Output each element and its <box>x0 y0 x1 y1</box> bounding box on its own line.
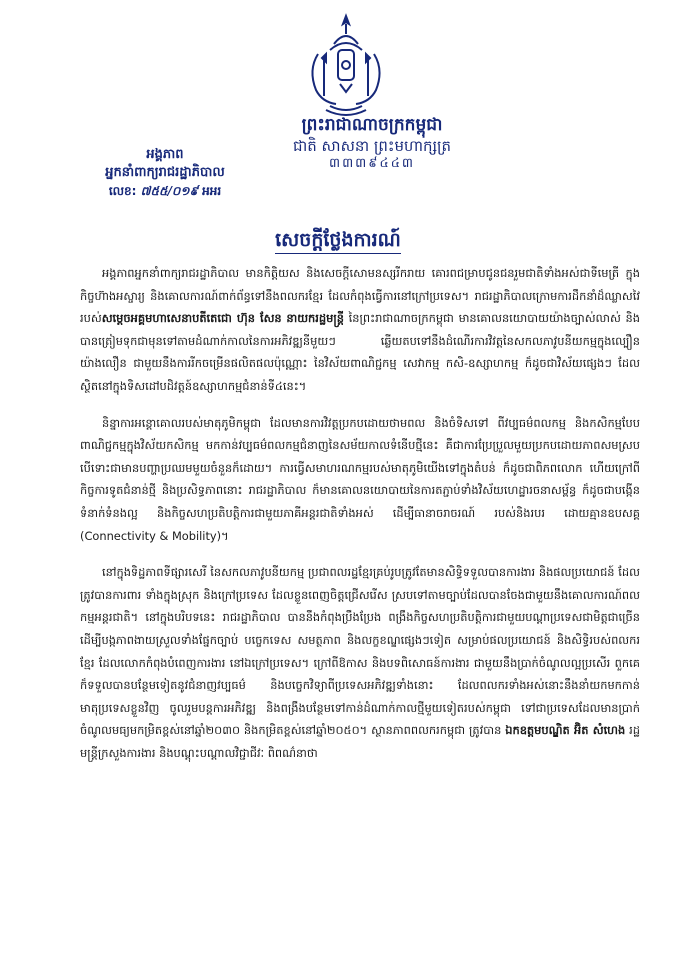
royal-arms-emblem-icon <box>300 10 392 118</box>
paragraph-1: អង្គភាពអ្នកនាំពាក្យរាជរដ្ឋាភិបាល មានកិត្តិយស និងសេចក្ដីសោមនស្សរីករាយ គោរពជម្រាបជូនជនរួមជាតិទាំងអស់ជាទីមេត្រី ក្នុងកិច្ចហ៊ាងអស្ចារ្យ និងគោលការណ៍ពាក់ព័ន្ធទៅនឹងពលករខ្មែរ ដែលកំពុងធ្វើការនៅក្រៅប្រទេស។ រាជរដ្ឋាភិបាលក្រោមការដឹកនាំដ៏ឈ្លាសវៃរបស់សម្ដេចអគ្គមហាសេនាបតីតេជោ ហ៊ុន សែន នាយករដ្ឋមន្ត្រី នៃព្រះរាជាណាចក្រកម្ពុជា មានគោលនយោបាយយ៉ាងច្បាស់លាស់ និងបានត្រៀមទុកជាមុនទៅតាមដំណាក់កាលនៃការអភិវឌ្ឍនីមួយៗ ឆ្លើយតបទៅនឹងដំណើរការវិវត្តនៃសកលភាវូបនីយកម្មក្នុងល្បឿនយ៉ាងលឿន ជាមួយនឹងការរីកចម្រើនផលិតផលប៉ុណ្ណោះ នៃវិស័យពាណិជ្ជកម្ម សេវាកម្ម កសិ-ឧស្សាហកម្ម ក៏ដូចជាវិស័យផ្សេងៗ ដែលស្ថិតនៅក្នុងទិសដៅបដិវត្តន៍ឧស្សាហកម្មជំនាន់ទី៤នេះ។ <box>80 266 640 393</box>
office-name: អ្នកនាំពាក្យរាជរដ្ឋាភិបាល <box>105 165 225 180</box>
pm-name: សម្ដេចអគ្គមហាសេនាបតីតេជោ ហ៊ុន សែន <box>101 311 282 326</box>
paragraph-3: នៅក្នុងទិដ្ឋភាពទីផ្សារសេរី នៃសកលភាវូបនីយកម្ម ប្រជាពលរដ្ឋខ្មែរគ្រប់រូបត្រូវតែមានសិទ្ធិទទួលបានការងារ និងផលប្រយោជន៍ ដែលត្រូវបានការពារ ទាំងក្នុងស្រុក និងក្រៅប្រទេស ដែលខ្លួនពេញចិត្តជ្រើសរើស ស្របទៅតាមច្បាប់ដែលបានចែងជាមួយនឹងគោលការណ៍ពលកម្មអន្តរជាតិ។ នៅក្នុងបរិបទនេះ រាជរដ្ឋាភិបាល បាននឹងកំពុងប្រឹងប្រែង ពង្រឹងកិច្ចសហប្រតិបត្តិការជាមួយបណ្ដាប្រទេសជាមិត្តជាច្រើន ដើម្បីបង្កភាពងាយស្រួលទាំងផ្នែកច្បាប់ បច្ចេកទេស សមត្ថភាព និងលក្ខខណ្ឌផ្សេងៗទៀត សម្រាប់ផលប្រយោជន៍ និងសិទ្ធិរបស់ពលករខ្មែរ ដែលលោកកំពុងបំពេញការងារ នៅឯក្រៅប្រទេស។ ក្រៅពីឱកាស និងបទពិសោធន៍ការងារ ជាមួយនឹងប្រាក់ចំណូលល្អប្រសើរ ពួកគេក៏ទទួលបានបន្ថែមទៀតនូវជំនាញវប្បធម៌ និងបច្ចេកវិទ្យាពីប្រទេសអភិវឌ្ឍទាំងនោះ ដែលពលករទាំងអស់នោះនឹងនាំយកមកកាន់មាតុប្រទេសខ្លួនវិញ ចូលរួមបន្តការអភិវឌ្ឍ និងពង្រឹងបន្ថែមទៅកាន់ដំណាក់កាលថ្មីមួយទៀតរបស់កម្ពុជា ទៅជាប្រទេសដែលមានប្រាក់ចំណូលមធ្យមកម្រិតខ្ពស់នៅឆ្នាំ២០៣០ និងកម្រិតខ្ពស់នៅឆ្នាំ២០៥០។ ស្ថានភាពពលករកម្ពុជា ត្រូវបាន ឯកឧត្តមបណ្ឌិត អ៊ិត សំហេង រដ្ឋមន្ត្រីក្រសួងការងារ និងបណ្ដុះបណ្ដាលវិជ្ជាជីវៈ ពិពណ៌នាថា <box>80 565 641 760</box>
minister-name: ឯកឧត្តមបណ្ឌិត អ៊ិត សំហេង <box>505 723 626 738</box>
national-motto: ជាតិ សាសនា ព្រះមហាក្សត្រ <box>292 137 452 155</box>
office-unit: អង្គភាព <box>146 147 184 162</box>
pm-title: នាយករដ្ឋមន្ត្រី <box>286 311 344 326</box>
paragraph-2: និន្នាការអន្តោគោលរបស់មាតុភូមិកម្ពុជា ដែលមានការវិវត្តប្រកបដោយថាមពល និងចំទិសទៅ ពីវប្បធម៌ពលកម្ម និងកសិកម្មបែបពាណិជ្ជកម្មក្នុងវិស័យកសិកម្ម មកកាន់វប្បធម៌ពលកម្មជំនាញនៃសម័យកាលទំនើបថ្មីនេះ គឺជាការប្រែប្រួលមួយប្រកបដោយភាពសមស្រប បើទោះជាមានបញ្ហាប្រឈមមួយចំនួនក៏ដោយ។ ការធ្វើសមាហរណកម្មរបស់មាតុភូមិយើងទៅក្នុងតំបន់ ក៏ដូចជាពិភពលោក ហើយក្រៅពីកិច្ចការទូតជំនាន់ថ្មី និងប្រសិទ្ធភាពនោះ រាជរដ្ឋាភិបាល ក៏មានគោលនយោបាយនៃការតភ្ជាប់ទាំងវិស័យហេដ្ឋារចនាសម្ព័ន្ធ ក៏ដូចជាបង្កើនទំនាក់ទំនងល្អ និងកិច្ចសហប្រតិបត្តិការជាមួយភាគីអន្តរជាតិទាំងអស់ ដើម្បីធានាចរាចរណ៍ របស់និងរបរ ដោយគ្មានឧបសគ្គ (Connectivity & Mobility)។ <box>80 415 640 543</box>
ref-number: ៧៥៥/០១៩ <box>140 184 198 198</box>
ref-suffix: អអរ <box>202 184 222 198</box>
kingdom-name: ព្រះរាជាណាចក្រកម្ពុជា <box>301 115 443 135</box>
issuing-office <box>90 146 240 200</box>
ref-label: លេខ: <box>108 184 137 198</box>
kingdom-header <box>222 114 522 172</box>
document-title: សេចក្ដីថ្លែងការណ៍ <box>0 228 676 256</box>
ornament-divider: ៣៣៣៩៤៤៣ <box>328 156 416 171</box>
statement-body <box>80 262 640 778</box>
connectivity-term: (Connectivity & Mobility) <box>80 528 222 543</box>
reference-number <box>90 182 240 200</box>
